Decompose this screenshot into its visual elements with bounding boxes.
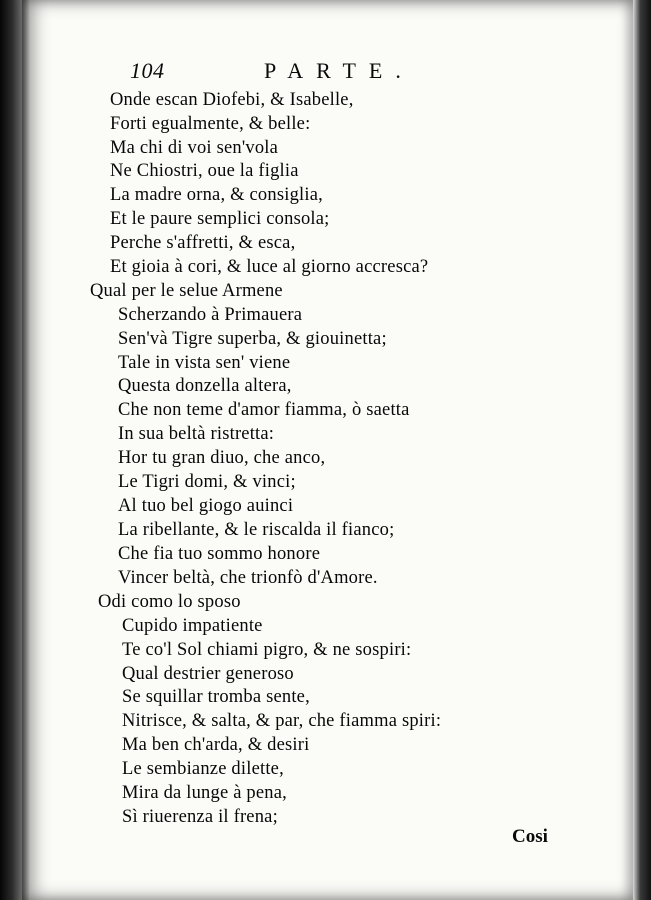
poem-line: La ribellante, & le riscalda il fianco;: [118, 520, 395, 540]
poem-line: Mira da lunge à pena,: [122, 783, 287, 803]
running-head: PARTE.: [264, 58, 414, 83]
poem-line: Ma chi di voi sen'vola: [110, 138, 279, 158]
page-number: 104: [130, 58, 165, 83]
poem-line: Che non teme d'amor fiamma, ò saetta: [118, 400, 410, 420]
page-sheet: [22, 0, 633, 900]
poem-line: Qual per le selue Armene: [90, 281, 283, 301]
poem-line: Te co'l Sol chiami pigro, & ne sospiri:: [122, 640, 412, 660]
poem-line: Tale in vista sen' viene: [118, 353, 291, 373]
poem-line: Et le paure semplici consola;: [110, 209, 330, 229]
poem-line: Ma ben ch'arda, & desiri: [122, 735, 310, 755]
gutter-shadow: [22, 0, 30, 900]
poem-line: Le Tigri domi, & vinci;: [118, 472, 296, 492]
page-edge-right: [633, 0, 651, 900]
poem-line: Che fia tuo sommo honore: [118, 544, 321, 564]
poem-line: Qual destrier generoso: [122, 664, 294, 684]
poem-line: Sì riuerenza il frena;: [122, 807, 278, 827]
poem-line: La madre orna, & consiglia,: [110, 185, 323, 205]
poem-line: Questa donzella altera,: [118, 376, 292, 396]
poem-line: Perche s'affretti, & esca,: [110, 233, 296, 253]
poem-line: Vincer beltà, che trionfò d'Amore.: [118, 568, 378, 588]
poem-line: Forti egualmente, & belle:: [110, 114, 311, 134]
poem-line: Se squillar tromba sente,: [122, 687, 310, 707]
poem-line: Scherzando à Primauera: [118, 305, 303, 325]
poem-line: Et gioia à cori, & luce al giorno accresca?: [110, 257, 429, 277]
poem-line: Odi como lo sposo: [98, 592, 241, 612]
page-header: [130, 58, 440, 88]
poem-line: Nitrisce, & salta, & par, che fiamma spiri:: [122, 711, 442, 731]
poem-line: Hor tu gran diuo, che anco,: [118, 448, 326, 468]
poem-line: Le sembianze dilette,: [122, 759, 284, 779]
poem-line: In sua beltà ristretta:: [118, 424, 275, 444]
poem-line: Al tuo bel giogo auinci: [118, 496, 294, 516]
poem-line: Cupido impatiente: [122, 616, 263, 636]
poem-line: Sen'và Tigre superba, & giouinetta;: [118, 329, 387, 349]
poem-line: Ne Chiostri, oue la figlia: [110, 161, 299, 181]
poem-line: Onde escan Diofebi, & Isabelle,: [110, 90, 354, 110]
book-binding-left: [0, 0, 22, 900]
catchword: Cosi: [512, 826, 548, 847]
